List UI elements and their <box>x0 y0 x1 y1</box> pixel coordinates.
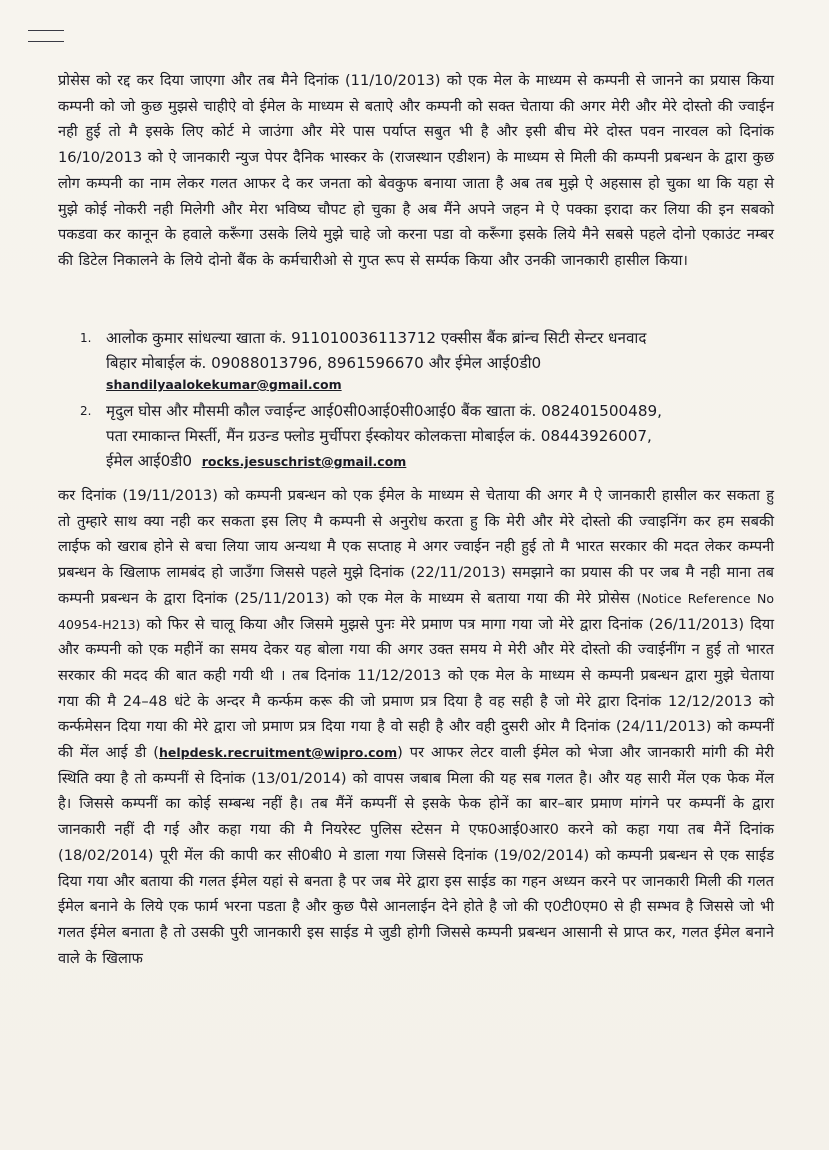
margin-dash-1 <box>28 30 64 31</box>
email-address: shandilyaalokekumar@gmail.com <box>106 377 342 392</box>
paragraph-2-part-a: कर दिनांक (19/11/2013) को कम्पनी प्रबन्धन को एक ईमेल के माध्यम से चेताया की अगर मै ऐ जानकारी हासील कर सकता हु तो तुम्हारे साथ क्या नही कर सकता इस लिए मै कम्पनी से अनुरोध करता हु कि मेरी और मेरे दोस्तो की ज्वाइनिंग कर हम सबकी लाईफ को खराब होने से बचा लिया जाय अन्यथा मै एक सप्ताह मे अगर ज्वाईन नही हुई तो मै भारत सरकार की मदत लेकर कम्पनी प्रबन्धन के खिलाफ लामबंद हो जाउँगा जिससे पहले मुझे दिनांक (22/11/2013) समझाने का प्रयास की पर जब मै नही माना तब कम्पनी प्रबन्धन के द्वारा दिनांक (25/11/2013) को एक मेल के माध्यम से बताया गया की मेरे प्रोसेस <box>58 487 774 607</box>
paragraph-2-part-b: को फिर से चालू किया और जिसमे मुझसे पुनः मेरे प्रमाण पत्र मागा गया जो मेरे द्वारा दिनांक (26/11/2013) दिया और कम्पनी को एक महीनें का समय देकर यह बोला गया की अगर उक्त समय मे मेरी और मेरे दोस्तो की ज्वाईनींग न हुई तो भारत सरकार की मदद की बात कही गयी थी । तब दिनांक 11/12/2013 को एक मेल के माध्यम से कम्पनी प्रबन्धन द्वारा मुझे चेताया गया की मै 24–48 धंटे के अन्दर मै कर्न्फम करू की जो प्रमाण प्रत्र दिया है वह सही है जो मेरे द्वारा दिनांक 12/12/2013 को कर्न्फमेसन दिया गया की मेरे द्वारा जो प्रमाण प्रत्र दिया गया है वो सही है और वही दुसरी ओर मै दिनांक (24/11/2013) को कम्पनीं की मेंल आई डी <box>58 615 774 762</box>
list-item-line: मृदुल घोस और मौसमी कौल ज्वाईन्ट आई0सी0आई0सी0आई0 बैंक खाता कं. 082401500489, <box>106 402 662 420</box>
paragraph-2: कर दिनांक (19/11/2013) को कम्पनी प्रबन्धन को एक ईमेल के माध्यम से चेताया की अगर मै ऐ जानकारी हासील कर सकता हु तो तुम्हारे साथ क्या नही कर सकता इस लिए मै कम्पनी से अनुरोध करता हु कि मेरी और मेरे दोस्तो की ज्वाइनिंग कर हम सबकी लाईफ को खराब होने से बचा लिया जाय अन्यथा मै एक सप्ताह मे अगर ज्वाईन नही हुई तो मै भारत सरकार की मदत लेकर कम्पनी प्रबन्धन के खिलाफ लामबंद हो जाउँगा जिससे पहले मुझे दिनांक (22/11/2013) समझाने का प्रयास की पर जब मै नही माना तब कम्पनी प्रबन्धन के द्वारा दिनांक (25/11/2013) को एक मेल के माध्यम से बताया गया की मेरे प्रोसेस (Notice Reference No 40954-H213) को फिर से चालू किया और जिसमे मुझसे पुनः मेरे प्रमाण पत्र मागा गया जो मेरे द्वारा दिनांक (26/11/2013) दिया और कम्पनी को एक महीनें का समय देकर यह बोला गया की अगर उक्त समय मे मेरी और मेरे दोस्तो की ज्वाईनींग न हुई तो भारत सरकार की मदद की बात कही गयी थी । तब दिनांक 11/12/2013 को एक मेल के माध्यम से कम्पनी प्रबन्धन द्वारा मुझे चेताया गया की मै 24–48 धंटे के अन्दर मै कर्न्फम करू की जो प्रमाण प्रत्र दिया है वह सही है जो मेरे द्वारा दिनांक 12/12/2013 को कर्न्फमेसन दिया गया की मेरे द्वारा जो प्रमाण प्रत्र दिया गया है वो सही है और वही दुसरी ओर मै दिनांक (24/11/2013) को कम्पनीं की मेंल आई डी (helpdesk.recruitment@wipro.com) पर आफर लेटर वाली ईमेल को भेजा और जानकारी मांगी की मेरी स्थिति क्या है तो कम्पनीं से दिनांक (13/01/2014) को वापस जबाब मिला की यह सब गलत है। और यह सारी मेंल एक फेक मेंल है। जिससे कम्पनीं का कोई सम्बन्ध नहीं है। तब मैंनें कम्पनीं से इसके फेक होनें का बार–बार प्रमाण मांगने पर कम्पनीं के द्वारा जानकारी नहीं दी गई और कहा गया की मै नियरेस्ट पुलिस स्टेसन मे एफ0आई0आर0 करने को कहा गया तब मैनें दिनांक (18/02/2014) पूरी मेंल की कापी कर सी0बी0 मे डाला गया जिससे दिनांक (19/02/2014) को कम्पनी प्रबन्धन से एक साईड दिया गया और बताया की गलत ईमेल यहां से बनता है पर जब मेरे द्वारा इस साईड का गहन अध्यन करने पर जानकारी मिली की गलत ईमेल बनाने के लिये एक फार्म भरना पडता है और कुछ पैसे आनलाईन देने होते है जो की ए0टी0एम0 से ही सम्भव है जिससे जो भी गलत ईमेल बनाता है तो उसकी पुरी जानकारी इस साईड मे जुडी होगी जिससे कम्पनी प्रबन्धन आसानी से प्राप्त कर, गलत ईमेल बनाने वाले के खिलाफ <box>58 487 774 967</box>
notice-reference: (Notice Reference No 40954-H213) <box>58 590 774 632</box>
paragraph-1: प्रोसेस को रद्द कर दिया जाएगा और तब मैने दिनांक (11/10/2013) को एक मेल के माध्यम से कम्पनी से जानने का प्रयास किया कम्पनी को जो कुछ मुझसे चाहीऐ वो ईमेल के माध्यम से बताऐ और कम्पनी को सक्त चेताया की अगर मेरी और मेरे दोस्तो की ज्वाईन नही हुई तो मै इसके लिए कोर्ट मे जाउंगा और मेरे पास पर्याप्त सबुत भी है और इसी बीच मेरे दोस्त पवन नारवल को दिनांक 16/10/2013 को ऐ जानकारी न्युज पेपर दैनिक भास्कर के (राजस्थान एडीशन) के माध्यम से मिली की कम्पनी प्रबन्धन के द्वारा कुछ लोग कम्पनी का नाम लेकर गलत आफर दे कर जनता को बेवकुफ बनाया जाता है अब तब मुझे ऐ अहसास हो चुका था कि यहा से मुझे कोई नोकरी नही मिलेगी और मेरा भविष्य चौपट हो चुका है अब मैंने अपने जहन मे ऐ पक्का इरादा कर लिया की इन सबको पकडवा कर कानून के हवाले करूँगा उसके लिये मुझे चाहे जो करना पडा वो करूँगा इसके लिये मैने सबसे पहले दोनो एकाउंट नम्बर की डिटेल निकालने के लिये दोनो बैंक के कर्मचारीओ से गुप्त रूप से सर्म्पक किया और उनकी जानकारी हासील किया। <box>58 72 774 269</box>
account-details-list <box>80 326 780 474</box>
helpdesk-email: helpdesk.recruitment@wipro.com <box>159 745 398 761</box>
list-item <box>80 326 780 393</box>
list-item-line: आलोक कुमार सांधल्या खाता कं. 911010036113712 एक्सीस बैंक ब्रांन्च सिटी सेन्टर धनवाद <box>106 329 647 347</box>
list-item-number: 2. <box>80 404 92 418</box>
list-item-number: 1. <box>80 331 92 345</box>
email-label: ईमेल आई0डी0 <box>106 452 193 470</box>
list-item-line: बिहार मोबाईल कं. 09088013796, 8961596670 और ईमेल आई0डी0 <box>106 354 542 372</box>
email-address: rocks.jesuschrist@gmail.com <box>201 454 407 469</box>
list-item <box>80 399 780 474</box>
paragraph-2-part-c: पर आफर लेटर वाली ईमेल को भेजा और जानकारी मांगी की मेरी स्थिति क्या है तो कम्पनीं से दिनांक (13/01/2014) को वापस जबाब मिला की यह सब गलत है। और यह सारी मेंल एक फेक मेंल है। जिससे कम्पनीं का कोई सम्बन्ध नहीं है। तब मैंनें कम्पनीं से इसके फेक होनें का बार–बार प्रमाण मांगने पर कम्पनीं के द्वारा जानकारी नहीं दी गई और कहा गया की मै नियरेस्ट पुलिस स्टेसन मे एफ0आई0आर0 करने को कहा गया तब मैनें दिनांक (18/02/2014) पूरी मेंल की कापी कर सी0बी0 मे डाला गया जिससे दिनांक (19/02/2014) को कम्पनी प्रबन्धन से एक साईड दिया गया और बताया की गलत ईमेल यहां से बनता है पर जब मेरे द्वारा इस साईड का गहन अध्यन करने पर जानकारी मिली की गलत ईमेल बनाने के लिये एक फार्म भरना पडता है और कुछ पैसे आनलाईन देने होते है जो की ए0टी0एम0 से ही सम्भव है जिससे जो भी गलत ईमेल बनाता है तो उसकी पुरी जानकारी इस साईड मे जुडी होगी जिससे कम्पनी प्रबन्धन आसानी से प्राप्त कर, गलत ईमेल बनाने वाले के खिलाफ <box>58 744 774 967</box>
list-item-line: पता रमाकान्त मिर्स्ती, मैंन ग्रउन्ड फ्लोड मुर्चीपरा ईस्कोयर कोलकत्ता मोबाईल कं. 08443926007, <box>106 427 652 445</box>
margin-dash-2 <box>28 41 64 42</box>
margin-marks <box>28 30 64 52</box>
